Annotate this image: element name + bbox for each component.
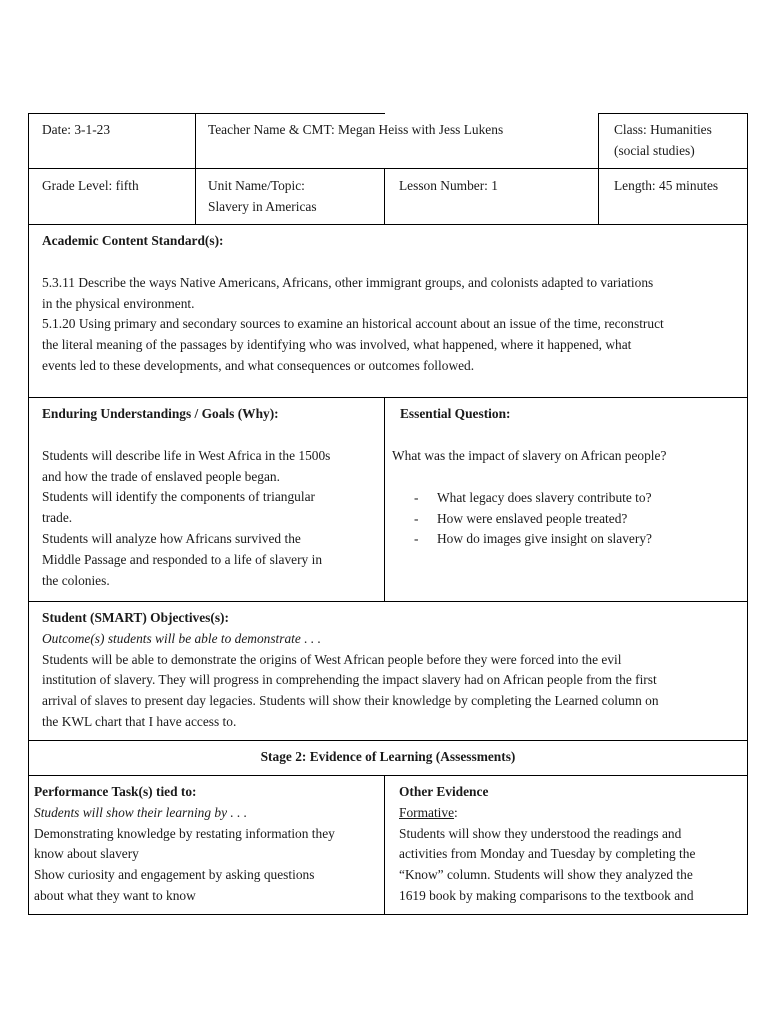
- rule-top-left: [28, 113, 385, 114]
- enduring-line: the colonies.: [42, 572, 110, 588]
- standards-line: in the physical environment.: [42, 295, 195, 311]
- standards-line: the literal meaning of the passages by identifying who was involved, what happened, where it happened, what: [42, 337, 632, 353]
- list-item: - How do images give insight on slavery?: [392, 529, 742, 550]
- rule-objectives-bottom: [28, 740, 748, 741]
- length-text: Length: 45 minutes: [614, 178, 719, 193]
- objectives-section: [42, 608, 744, 733]
- other-evidence-line: activities from Monday and Tuesday by completing the: [399, 846, 696, 862]
- date-cell: [42, 120, 110, 141]
- unit-line-1: Unit Name/Topic:: [208, 178, 305, 193]
- teacher-text: Teacher Name & CMT: Megan Heiss with Jess Lukens: [208, 122, 504, 137]
- rule-left: [28, 113, 29, 915]
- rule-right: [747, 113, 748, 915]
- performance-line: about what they want to know: [34, 887, 196, 903]
- standards-line: 5.3.11 Describe the ways Native Americans, Africans, other immigrant groups, and colonists adapted to variations: [42, 274, 654, 290]
- grade-text: Grade Level: fifth: [42, 178, 139, 193]
- standards-section: [42, 231, 742, 377]
- objectives-heading: Student (SMART) Objectives(s):: [42, 610, 229, 625]
- grade-cell: [42, 176, 139, 197]
- objectives-line: Students will be able to demonstrate the origins of West African people before they were forced into the evil: [42, 651, 622, 667]
- objectives-line: the KWL chart that I have access to.: [42, 713, 237, 729]
- rule-top-right: [598, 113, 748, 114]
- rule-col-mid-evidence: [384, 775, 385, 915]
- performance-section: [34, 782, 382, 907]
- rule-table-bottom: [28, 914, 748, 915]
- essential-sub-questions: [392, 488, 742, 550]
- formative-label: Formative: [399, 804, 455, 820]
- stage2-heading: Stage 2: Evidence of Learning (Assessments): [260, 749, 516, 764]
- rule-row2-bottom: [28, 224, 748, 225]
- list-item: - How were enslaved people treated?: [392, 509, 742, 530]
- essential-heading: Essential Question:: [400, 406, 511, 421]
- performance-line: Demonstrating knowledge by restating information they: [34, 825, 335, 841]
- lesson-cell: [399, 176, 498, 197]
- essential-heading-cell: [400, 404, 511, 425]
- performance-line: know about slavery: [34, 846, 139, 862]
- class-line-2: (social studies): [614, 142, 695, 158]
- rule-standards-bottom: [28, 397, 748, 398]
- rule-stage2-bottom: [28, 775, 748, 776]
- other-evidence-line: Students will show they understood the readings and: [399, 825, 682, 841]
- unit-cell: [208, 176, 317, 218]
- performance-line: Show curiosity and engagement by asking questions: [34, 867, 315, 883]
- list-item: - What legacy does slavery contribute to?: [392, 488, 742, 509]
- length-cell: [614, 176, 718, 197]
- formative-colon: :: [454, 804, 458, 820]
- essential-body: [392, 446, 742, 550]
- objectives-subheading: Outcome(s) students will be able to demonstrate . . .: [42, 630, 321, 646]
- formative-label-line: [399, 803, 744, 824]
- enduring-line: trade.: [42, 510, 73, 526]
- rule-goals-bottom: [28, 601, 748, 602]
- other-evidence-section: [399, 782, 744, 907]
- objectives-line: arrival of slaves to present day legacies. Students will show their knowledge by completing the Learned column on: [42, 693, 659, 709]
- objectives-line: institution of slavery. They will progress in comprehending the impact slavery had on African people from the first: [42, 672, 657, 688]
- rule-col-class: [598, 113, 599, 225]
- enduring-line: Students will analyze how Africans survived the: [42, 530, 301, 546]
- standards-line: events led to these developments, and what consequences or outcomes followed.: [42, 357, 475, 373]
- lesson-text: Lesson Number: 1: [399, 178, 498, 193]
- enduring-line: and how the trade of enslaved people began.: [42, 468, 280, 484]
- performance-heading: Performance Task(s) tied to:: [34, 784, 197, 799]
- performance-subheading: Students will show their learning by . . .: [34, 804, 248, 820]
- rule-col-date: [195, 113, 196, 225]
- class-cell: [614, 120, 712, 162]
- other-evidence-heading: Other Evidence: [399, 784, 489, 799]
- date-text: Date: 3-1-23: [42, 122, 111, 137]
- rule-col-lesson: [384, 168, 385, 225]
- other-evidence-line: 1619 book by making comparisons to the textbook and: [399, 887, 694, 903]
- teacher-cell: [208, 120, 503, 141]
- rule-row1-bottom: [28, 168, 748, 169]
- enduring-section: [42, 404, 380, 591]
- essential-question: What was the impact of slavery on African people?: [392, 448, 667, 463]
- class-line-1: Class: Humanities: [614, 122, 712, 137]
- standards-heading: Academic Content Standard(s):: [42, 233, 224, 248]
- standards-line: 5.1.20 Using primary and secondary sources to examine an historical account about an issue of the time, reconstruct: [42, 316, 664, 332]
- enduring-heading: Enduring Understandings / Goals (Why):: [42, 406, 279, 421]
- enduring-line: Students will describe life in West Africa in the 1500s: [42, 447, 331, 463]
- rule-col-mid-goals: [384, 397, 385, 602]
- unit-line-2: Slavery in Americas: [208, 198, 317, 214]
- other-evidence-line: “Know” column. Students will show they analyzed the: [399, 867, 693, 883]
- enduring-line: Middle Passage and responded to a life of slavery in: [42, 551, 323, 567]
- enduring-line: Students will identify the components of triangular: [42, 489, 315, 505]
